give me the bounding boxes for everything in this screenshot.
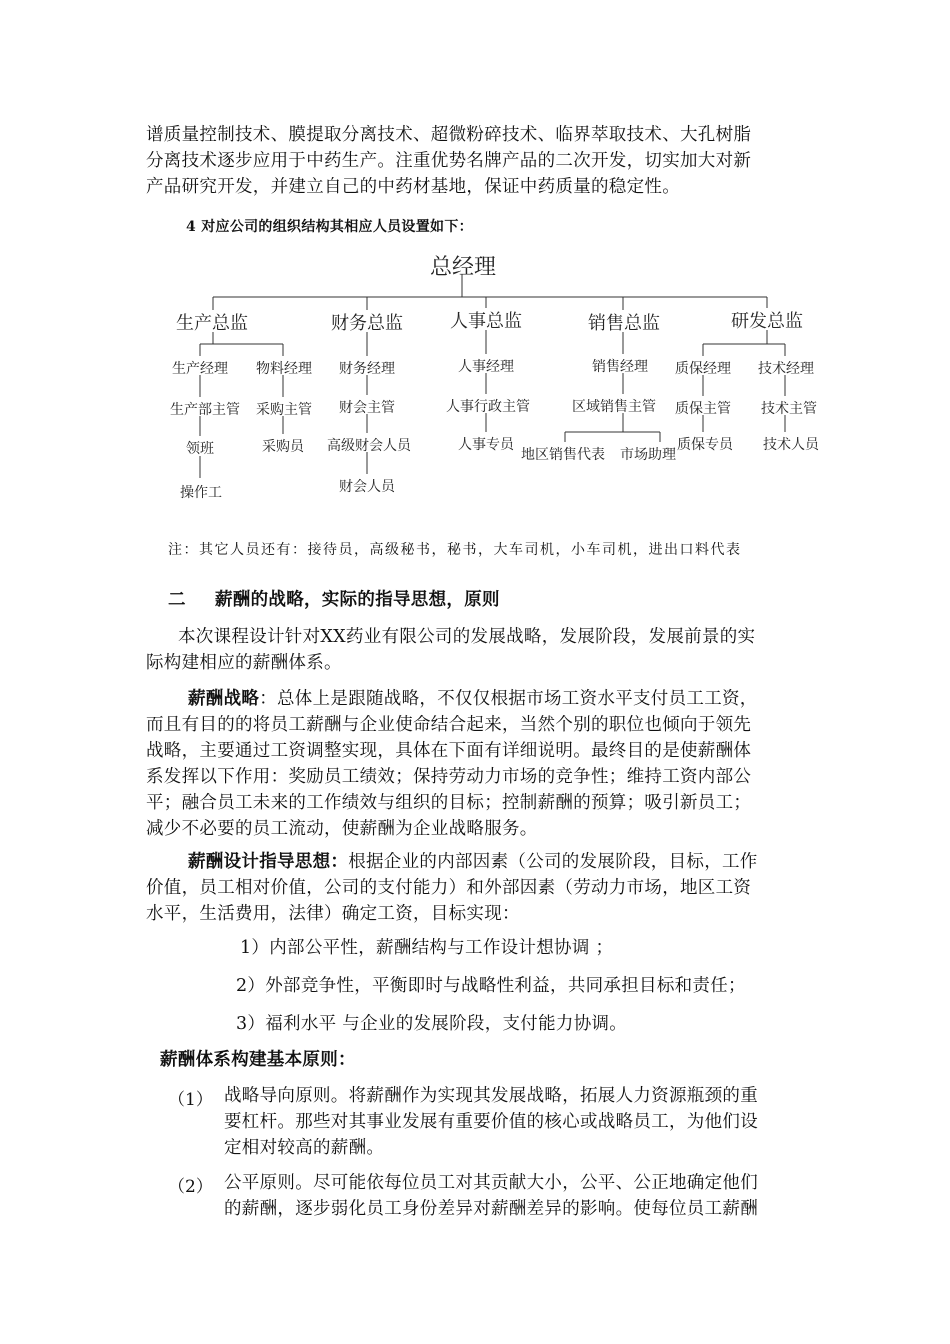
principles-heading: 薪酬体系构建基本原则： <box>160 1050 356 1070</box>
org-node: 地区销售代表 <box>521 447 605 463</box>
org-node: 生产经理 <box>172 361 228 377</box>
org-node: 财会主管 <box>339 400 395 416</box>
org-node: 技术主管 <box>761 401 817 417</box>
org-node: 采购员 <box>262 439 304 455</box>
org-node-general-manager: 总经理 <box>430 255 497 280</box>
principle-line: 公平原则。尽可能依每位员工对其贡献大小，公平、公正地确定他们 <box>224 1173 758 1193</box>
org-node-director: 销售总监 <box>588 313 660 334</box>
org-node: 市场助理 <box>620 447 676 463</box>
goal-item: 1）内部公平性，薪酬结构与工作设计想协调 ； <box>240 938 614 958</box>
strategy-first-line <box>188 686 758 712</box>
org-node-director: 研发总监 <box>731 311 803 332</box>
org-node: 采购主管 <box>256 402 312 418</box>
principle-line: 要杠杆。那些对其事业发展有重要价值的核心或战略员工，为他们设 <box>224 1112 758 1132</box>
intro-line: 分离技术逐步应用于中药生产。注重优势名牌产品的二次开发，切实加大对新 <box>146 151 752 171</box>
body-line: 系发挥以下作用：奖励员工绩效；保持劳动力市场的竞争性；维持工资内部公 <box>146 767 752 787</box>
org-heading: 4 对应公司的组织结构其相应人员设置如下： <box>186 219 473 235</box>
org-node: 领班 <box>186 441 214 457</box>
org-node: 操作工 <box>180 485 222 501</box>
body-line: 平；融合员工未来的工作绩效与组织的目标；控制薪酬的预算；吸引新员工； <box>146 793 752 813</box>
body-line: 减少不必要的员工流动，使薪酬为企业战略服务。 <box>146 819 538 839</box>
strategy-first-text: ：总体上是跟随战略，不仅仅根据市场工资水平支付员工工资， <box>259 689 758 709</box>
guiding-label: 薪酬设计指导思想： <box>188 852 349 872</box>
org-node: 高级财会人员 <box>327 438 411 454</box>
principle-number: （1） <box>168 1090 213 1110</box>
org-node-director: 人事总监 <box>450 311 522 332</box>
org-node: 技术经理 <box>758 361 814 377</box>
body-line: 价值，员工相对价值，公司的支付能力）和外部因素（劳动力市场，地区工资 <box>146 878 752 898</box>
body-line: 而且有目的的将员工薪酬与企业使命结合起来，当然个别的职位也倾向于领先 <box>146 715 752 735</box>
guiding-first-line <box>188 849 758 875</box>
org-node: 财务经理 <box>339 361 395 377</box>
org-node: 区域销售主管 <box>572 399 656 415</box>
org-node: 销售经理 <box>592 359 648 375</box>
org-node: 人事专员 <box>458 437 514 453</box>
intro-line: 产品研究开发，并建立自己的中药材基地，保证中药质量的稳定性。 <box>146 177 680 197</box>
guiding-first-text: 根据企业的内部因素（公司的发展阶段，目标，工作 <box>348 852 758 872</box>
body-line: 战略，主要通过工资调整实现，具体在下面有详细说明。最终目的是使薪酬体 <box>146 741 752 761</box>
intro-line: 谱质量控制技术、膜提取分离技术、超微粉碎技术、临界萃取技术、大孔树脂 <box>146 125 752 145</box>
org-node-director: 生产总监 <box>176 313 248 334</box>
body-line: 水平，生活费用，法律）确定工资，目标实现： <box>146 904 520 924</box>
org-node: 质保主管 <box>675 401 731 417</box>
org-node: 人事行政主管 <box>446 399 530 415</box>
body-line: 本次课程设计针对XX药业有限公司的发展战略，发展阶段，发展前景的实 <box>178 627 756 647</box>
org-node: 质保专员 <box>677 437 733 453</box>
org-node: 财会人员 <box>339 479 395 495</box>
org-node: 物料经理 <box>256 361 312 377</box>
org-node-director: 财务总监 <box>331 313 403 334</box>
org-node: 生产部主管 <box>170 402 240 418</box>
principle-line: 的薪酬，逐步弱化员工身份差异对薪酬差异的影响。使每位员工薪酬 <box>224 1199 758 1219</box>
org-node: 技术人员 <box>763 437 819 453</box>
goal-item: 3）福利水平 与企业的发展阶段，支付能力协调。 <box>236 1014 628 1034</box>
principle-number: （2） <box>168 1177 213 1197</box>
section-number: 二 <box>168 590 186 610</box>
org-note: 注：其它人员还有：接待员，高级秘书，秘书，大车司机，小车司机，进出口料代表 <box>168 542 742 558</box>
org-node: 人事经理 <box>458 359 514 375</box>
org-node: 质保经理 <box>675 361 731 377</box>
goal-item: 2）外部竞争性，平衡即时与战略性利益，共同承担目标和责任； <box>236 976 746 996</box>
strategy-label: 薪酬战略 <box>188 689 260 709</box>
body-line: 际构建相应的薪酬体系。 <box>146 653 342 673</box>
principle-line: 战略导向原则。将薪酬作为实现其发展战略，拓展人力资源瓶颈的重 <box>224 1086 758 1106</box>
principle-line: 定相对较高的薪酬。 <box>224 1138 385 1158</box>
section-title: 薪酬的战略，实际的指导思想，原则 <box>215 590 500 610</box>
